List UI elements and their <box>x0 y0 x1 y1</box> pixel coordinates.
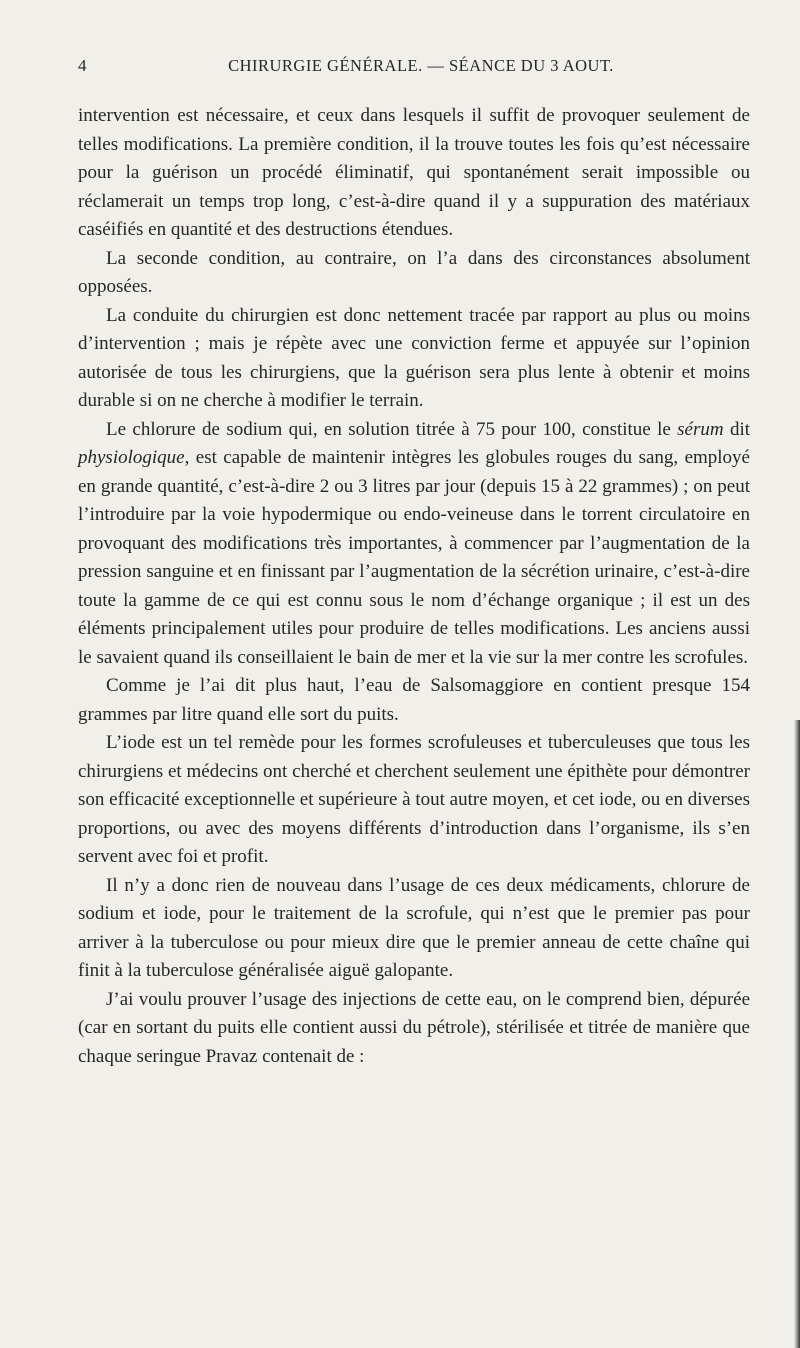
italic-serum: sérum <box>677 418 724 440</box>
page-number: 4 <box>78 56 87 75</box>
body-text <box>78 102 750 1071</box>
paragraph-4-end: , est capable de maintenir intègres les globules rouges du sang, employé en grande quantité, c’est-à-dire 2 ou 3 litres par jour (depuis 15 à 22 grammes) ; on peut l’introduire par la voie hypodermique ou endo-veineuse dans le torrent circulatoire en provoquant des modifications très importantes, à commencer par l’augmentation de la pression sanguine et en finissant par l’augmentation de la sécrétion urinaire, c’est-à-dire toute la gamme de ce qui est connu sous le nom d’échange organique ; il est un des éléments principalement utiles pour produire de telles modifications. Les anciens aussi le savaient quand ils conseillaient le bain de mer et la vie sur la mer contre les scrofules. <box>78 447 750 668</box>
running-title: CHIRURGIE GÉNÉRALE. — SÉANCE DU 3 AOUT. <box>228 56 614 75</box>
paragraph-2: La seconde condition, au contraire, on l’a dans des circonstances absolument opposées. <box>78 247 750 297</box>
page-edge-shadow <box>794 720 800 1348</box>
italic-physiologique: physiologique <box>78 447 185 468</box>
paragraph-4 <box>78 416 750 673</box>
paragraph-4-start: Le chlorure de sodium qui, en solution titrée à 75 pour 100, constitue le <box>106 418 678 440</box>
paragraph-8: J’ai voulu prouver l’usage des injections de cette eau, on le comprend bien, dépurée (car en sortant du puits elle contient aussi du pétrole), stérilisée et titrée de manière que chaque seringue Pravaz contenait de : <box>78 988 750 1067</box>
paragraph-1: intervention est nécessaire, et ceux dans lesquels il suffit de provoquer seulement de telles modifications. La première condition, il la trouve toutes les fois qu’est nécessaire pour la guérison un procédé éliminatif, qui spontanément serait impossible ou réclamerait un temps trop long, c’est-à-dire quand il y a suppuration des matériaux caséifiés en quantité et des destructions étendues. <box>78 105 750 240</box>
paragraph-6: L’iode est un tel remède pour les formes scrofuleuses et tuberculeuses que tous les chirurgiens et médecins ont cherché et cherchent seulement une épithète pour démontrer son efficacité exceptionnelle et supérieure à tout autre moyen, et cet iode, ou en diverses proportions, ou avec des moyens différents d’introduction dans l’organisme, ils s’en servent avec foi et profit. <box>78 732 750 867</box>
paragraph-7: Il n’y a donc rien de nouveau dans l’usage de ces deux médicaments, chlorure de sodium et iode, pour le traitement de la scrofule, qui n’est que le premier pas pour arriver à la tuberculose ou pour mieux dire que le premier anneau de cette chaîne qui finit à la tuberculose généralisée aiguë galopante. <box>78 874 750 981</box>
paragraph-5: Comme je l’ai dit plus haut, l’eau de Salsomaggiore en contient presque 154 grammes par litre quand elle sort du puits. <box>78 675 750 725</box>
running-head <box>78 42 750 75</box>
paragraph-3: La conduite du chirurgien est donc nettement tracée par rapport au plus ou moins d’intervention ; mais je répète avec une conviction ferme et appuyée sur l’opinion autorisée de tous les chirurgiens, que la guérison sera plus lente à obtenir et moins durable si on ne cherche à modifier le terrain. <box>78 304 750 411</box>
paragraph-4-middle: dit <box>723 418 750 440</box>
